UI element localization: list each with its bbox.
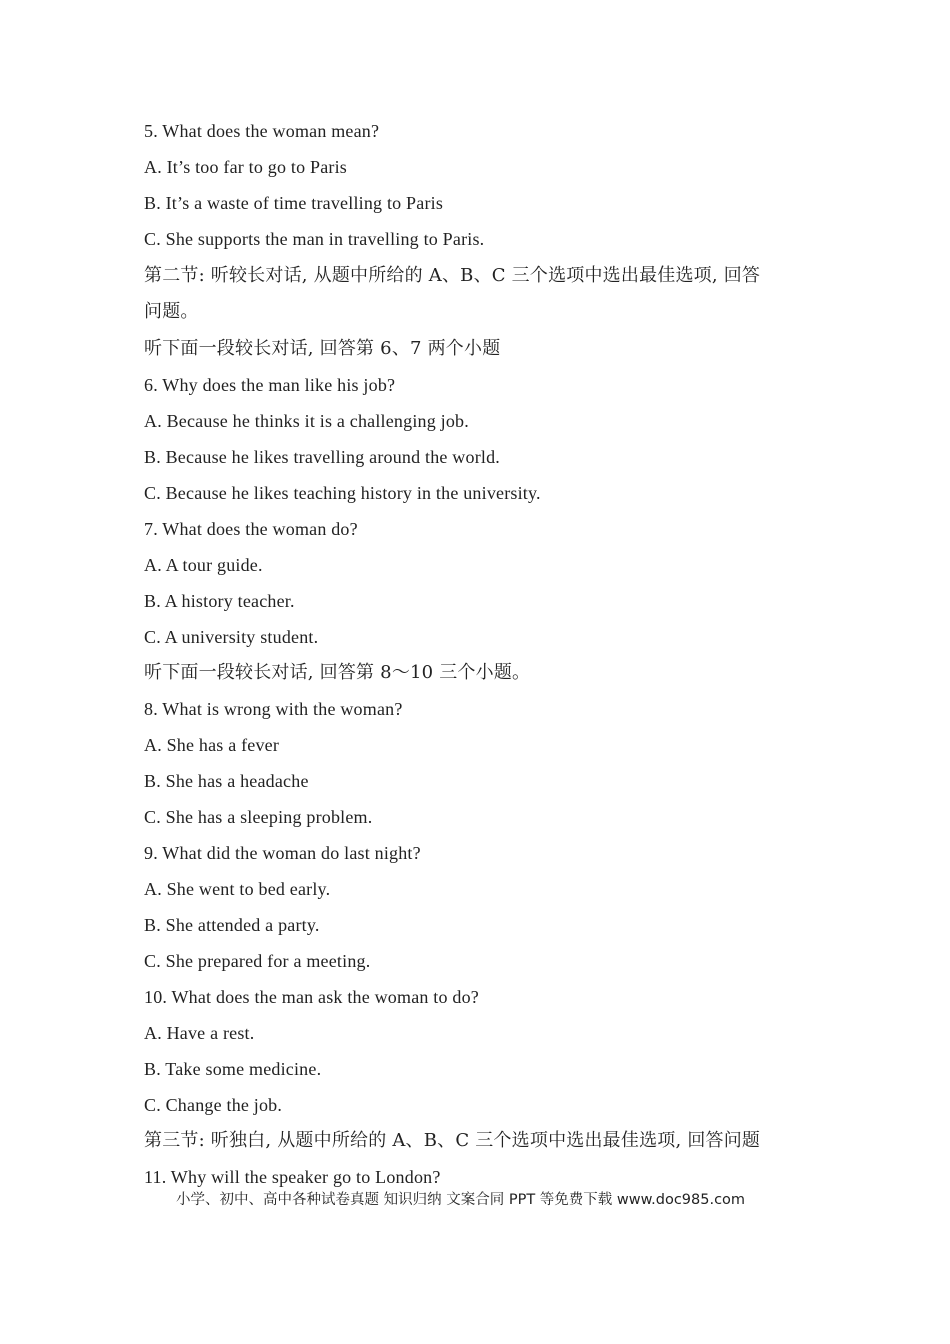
question-5-option-c: C. She supports the man in travelling to Paris. bbox=[144, 229, 485, 249]
question-6-option-a: A. Because he thinks it is a challenging job. bbox=[144, 411, 469, 431]
section-2-instruction-continued: 问题。 bbox=[144, 301, 199, 322]
question-5-option-b: B. It’s a waste of time travelling to Paris bbox=[144, 193, 444, 213]
question-7-option-c: C. A university student. bbox=[144, 627, 319, 647]
question-5-option-a: A. It’s too far to go to Paris bbox=[144, 157, 347, 177]
dialogue-8-10-instruction: 听下面一段较长对话, 回答第 8～10 三个小题。 bbox=[144, 662, 531, 683]
section-2-instruction: 第二节: 听较长对话, 从题中所给的 A、B、C 三个选项中选出最佳选项, 回答 bbox=[144, 265, 761, 286]
question-8-option-b: B. She has a headache bbox=[144, 771, 309, 791]
question-7: 7. What does the woman do? bbox=[144, 519, 358, 539]
document-body bbox=[144, 113, 824, 1195]
page-footer: 小学、初中、高中各种试卷真题 知识归纳 文案合同 PPT 等免费下载 www.doc985.com bbox=[176, 1192, 746, 1208]
question-8: 8. What is wrong with the woman? bbox=[144, 699, 403, 719]
question-10-option-a: A. Have a rest. bbox=[144, 1023, 255, 1043]
question-10-option-b: B. Take some medicine. bbox=[144, 1059, 322, 1079]
question-9-option-a: A. She went to bed early. bbox=[144, 879, 331, 899]
dialogue-6-7-instruction: 听下面一段较长对话, 回答第 6、7 两个小题 bbox=[144, 338, 501, 359]
question-8-option-a: A. She has a fever bbox=[144, 735, 280, 755]
question-9-option-c: C. She prepared for a meeting. bbox=[144, 951, 371, 971]
question-11: 11. Why will the speaker go to London? bbox=[144, 1167, 441, 1187]
question-10: 10. What does the man ask the woman to do? bbox=[144, 987, 479, 1007]
question-7-option-b: B. A history teacher. bbox=[144, 591, 295, 611]
question-7-option-a: A. A tour guide. bbox=[144, 555, 263, 575]
question-9-option-b: B. She attended a party. bbox=[144, 915, 320, 935]
section-3-instruction: 第三节: 听独白, 从题中所给的 A、B、C 三个选项中选出最佳选项, 回答问题 bbox=[144, 1130, 761, 1151]
question-6-option-c: C. Because he likes teaching history in the university. bbox=[144, 483, 541, 503]
question-5: 5. What does the woman mean? bbox=[144, 121, 380, 141]
question-9: 9. What did the woman do last night? bbox=[144, 843, 421, 863]
question-10-option-c: C. Change the job. bbox=[144, 1095, 283, 1115]
question-8-option-c: C. She has a sleeping problem. bbox=[144, 807, 373, 827]
question-6-option-b: B. Because he likes travelling around the world. bbox=[144, 447, 501, 467]
question-6: 6. Why does the man like his job? bbox=[144, 375, 396, 395]
